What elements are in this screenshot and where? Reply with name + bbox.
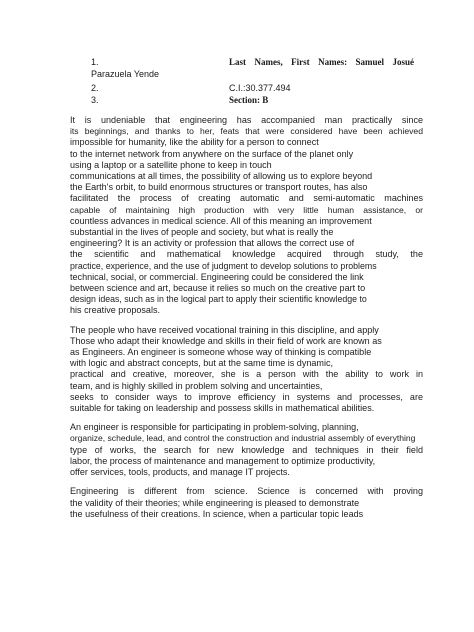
paragraph-3: [70, 422, 423, 478]
text-line: the Earth's orbit, to build enormous structures or transport routes, has also: [70, 182, 368, 193]
essay-body: [70, 115, 423, 520]
text-line: between science and art, because it relies so much on the creative part to: [70, 283, 366, 294]
text-line: using a laptop or a satellite phone to keep in touch: [70, 159, 272, 170]
text-line: suitable for taking on leadership and possess skills in mathematical abilities.: [70, 403, 375, 414]
name-field-continued: Parazuela Yende: [91, 69, 160, 79]
text-line: substantial in the lives of people and society, but what is really the: [70, 227, 334, 238]
text-line: to the internet network from anywhere on the surface of the planet only: [70, 148, 354, 159]
text-line: the usefulness of their creations. In science, when a particular topic leads: [70, 508, 364, 519]
text-line: design ideas, such as in the logical part to apply their scientific knowledge to: [70, 294, 367, 305]
text-line: the scientific and mathematical knowledge acquired through study, the: [70, 249, 423, 260]
text-line: with logic and abstract concepts, but at the same time is dynamic,: [70, 358, 333, 369]
text-line: practice, experience, and the use of judgment to develop solutions to problems: [70, 260, 377, 271]
text-line: Those who adapt their knowledge and skills in their field of work are known as: [70, 335, 382, 346]
text-line: his creative proposals.: [70, 305, 161, 316]
text-line: facilitated the process of creating automatic and semi-automatic machines: [70, 193, 423, 204]
name-field: Last Names, First Names: Samuel Josué: [229, 57, 414, 67]
text-line: team, and is highly skilled in problem solving and uncertainties,: [70, 380, 323, 391]
text-line: its beginnings, and thanks to her, feats that were considered have been achieved: [70, 126, 423, 137]
text-line: It is undeniable that engineering has accompanied man practically since: [70, 115, 423, 125]
paragraph-2: [70, 325, 423, 415]
section-field: Section: B: [229, 95, 269, 105]
list-number-3: 3.: [91, 95, 99, 105]
text-line: as Engineers. An engineer is someone whose way of thinking is compatible: [70, 347, 372, 358]
text-line: technical, social, or commercial. Engineering could be considered the link: [70, 271, 364, 282]
text-line: seeks to consider ways to improve efficiency in systems and processes, are: [70, 391, 423, 402]
text-line: communications at all times, the possibility of allowing us to explore beyond: [70, 171, 373, 182]
text-line: The people who have received vocational training in this discipline, and apply: [70, 324, 379, 335]
text-line: Engineering is different from science. Science is concerned with proving: [70, 486, 423, 497]
text-line: offer services, tools, products, and manage IT projects.: [70, 467, 290, 478]
text-line: the validity of their theories; while engineering is pleased to demonstrate: [70, 497, 360, 508]
text-line: engineering? It is an activity or profession that allows the correct use of: [70, 238, 355, 249]
paragraph-4: [70, 486, 423, 520]
paragraph-1: [70, 115, 423, 317]
list-number-1: 1.: [91, 57, 99, 67]
text-line: type of works, the search for new knowledge and techniques in their field: [70, 444, 423, 455]
text-line: impossible for humanity, like the ability for a person to connect: [70, 137, 319, 148]
text-line: labor, the process of maintenance and management to optimize productivity,: [70, 455, 376, 466]
text-line: practical and creative, moreover, she is a person with the ability to work in: [70, 369, 423, 380]
text-line: organize, schedule, lead, and control the construction and industrial assembly of everything: [70, 433, 416, 444]
id-field: C.I.:30.377.494: [229, 83, 291, 93]
text-line: capable of maintaining high production with very little human assistance, or: [70, 204, 423, 215]
text-line: countless advances in medical science. All of this meaning an improvement: [70, 215, 372, 226]
list-number-2: 2.: [91, 83, 99, 93]
text-line: An engineer is responsible for participating in problem-solving, planning,: [70, 422, 359, 433]
